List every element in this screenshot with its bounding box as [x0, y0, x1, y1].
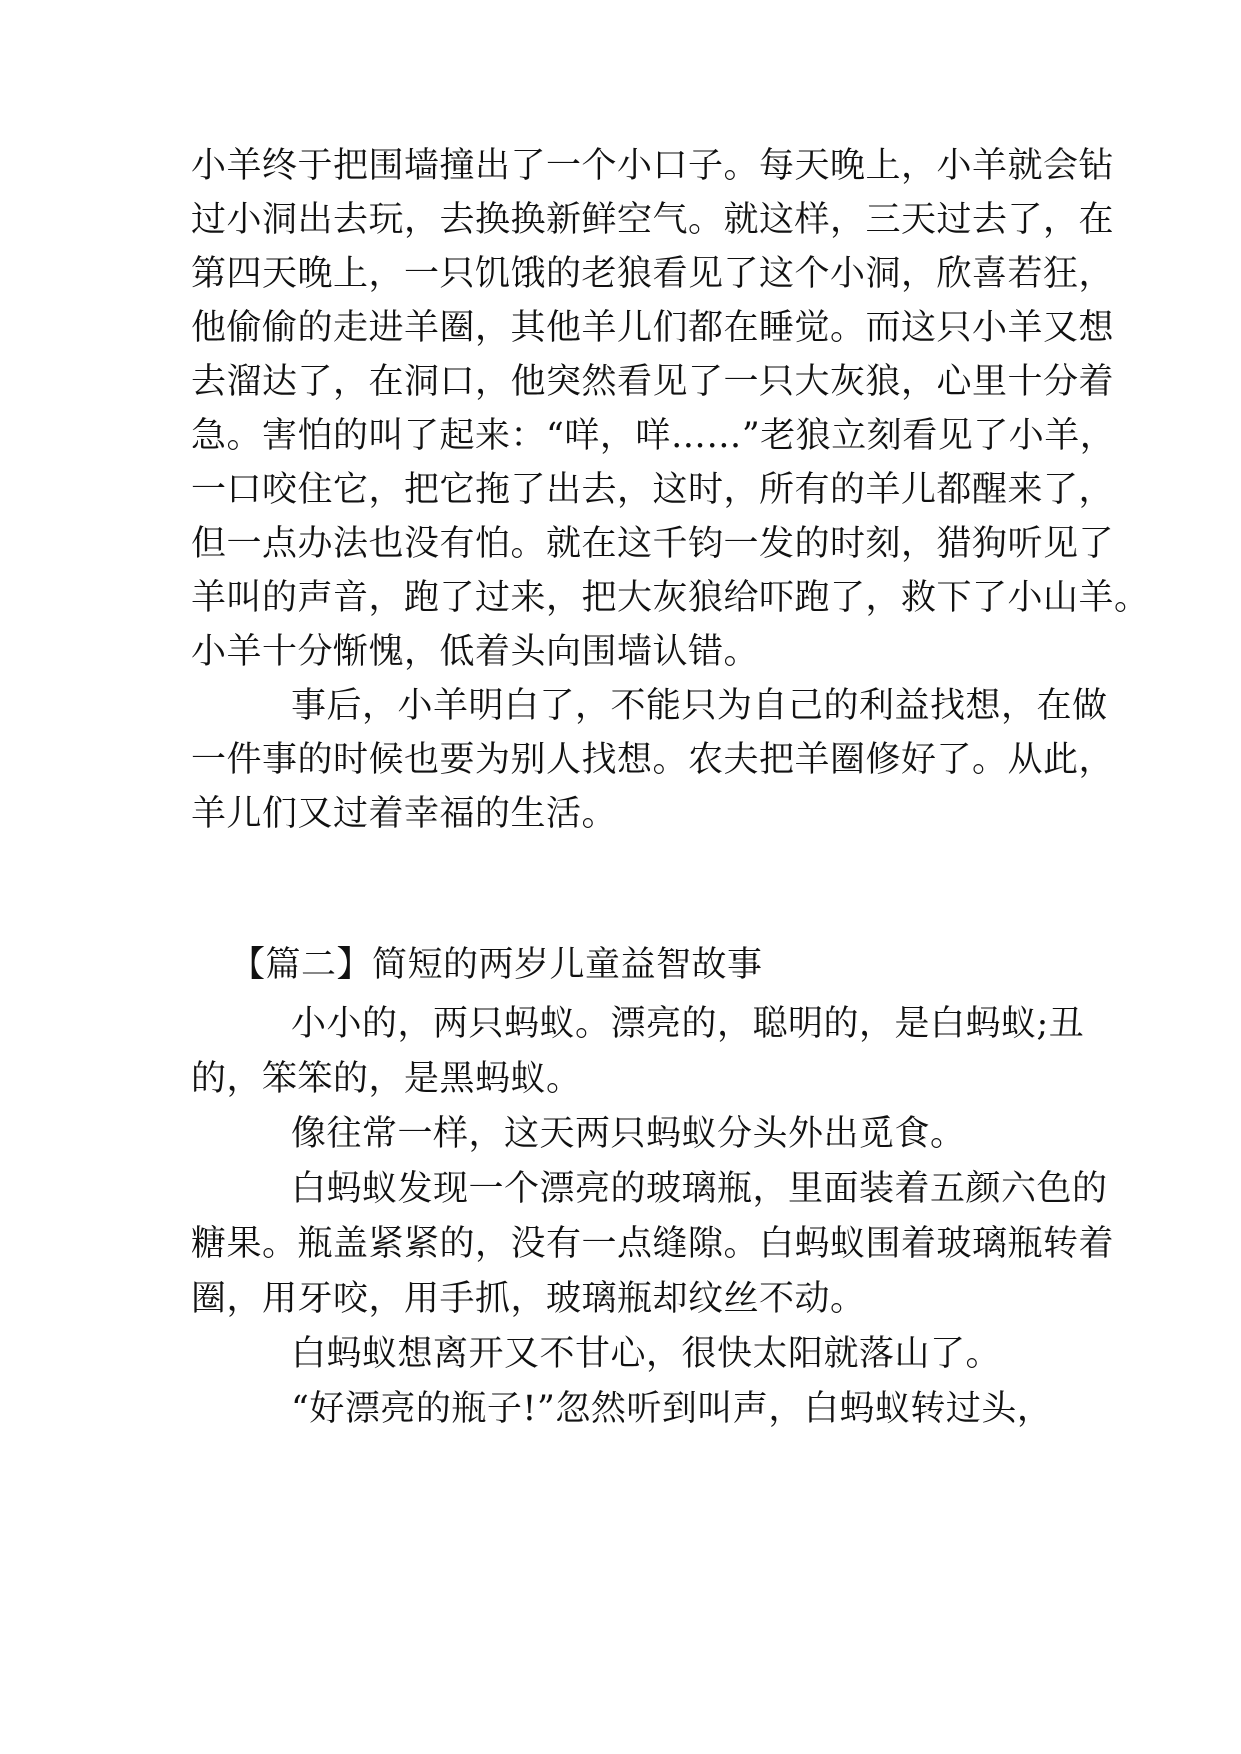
paragraph-line: 但一点办法也没有怕。就在这千钧一发的时刻，猎狗听见了	[191, 524, 1115, 564]
paragraph-line: 羊儿们又过着幸福的生活。	[191, 794, 618, 834]
paragraph-line: 小羊十分惭愧，低着头向围墙认错。	[191, 632, 760, 672]
paragraph-line: 他偷偷的走进羊圈，其他羊儿们都在睡觉。而这只小羊又想	[191, 308, 1115, 348]
paragraph-line: 急。害怕的叫了起来：“咩，咩……”老狼立刻看见了小羊，	[191, 416, 1116, 456]
paragraph-line: 事后，小羊明白了，不能只为自己的利益找想，在做	[291, 686, 1108, 726]
paragraph-line: 羊叫的声音，跑了过来，把大灰狼给吓跑了，救下了小山羊。	[191, 578, 1150, 618]
paragraph-line: 白蚂蚁想离开又不甘心，很快太阳就落山了。	[291, 1334, 1002, 1374]
paragraph-line: 的，笨笨的，是黑蚂蚁。	[191, 1059, 582, 1099]
paragraph-line: 一口咬住它，把它拖了出去，这时，所有的羊儿都醒来了，	[191, 470, 1115, 510]
section-heading: 【篇二】简短的两岁儿童益智故事	[230, 945, 763, 985]
paragraph-line: 第四天晚上，一只饥饿的老狼看见了这个小洞，欣喜若狂，	[191, 254, 1115, 294]
paragraph-line: “好漂亮的瓶子!”忽然听到叫声，白蚂蚁转过头，	[291, 1389, 1053, 1429]
paragraph-line: 一件事的时候也要为别人找想。农夫把羊圈修好了。从此，	[191, 740, 1115, 780]
paragraph-line: 去溜达了，在洞口，他突然看见了一只大灰狼，心里十分着	[191, 362, 1115, 402]
paragraph-line: 过小洞出去玩，去换换新鲜空气。就这样，三天过去了，在	[191, 200, 1115, 240]
paragraph-line: 圈，用牙咬，用手抓，玻璃瓶却纹丝不动。	[191, 1279, 866, 1319]
paragraph-line: 小羊终于把围墙撞出了一个小口子。每天晚上，小羊就会钻	[191, 146, 1115, 186]
paragraph-line: 糖果。瓶盖紧紧的，没有一点缝隙。白蚂蚁围着玻璃瓶转着	[191, 1224, 1115, 1264]
paragraph-line: 像往常一样，这天两只蚂蚁分头外出觅食。	[291, 1114, 966, 1154]
paragraph-line: 白蚂蚁发现一个漂亮的玻璃瓶，里面装着五颜六色的	[291, 1169, 1108, 1209]
paragraph-line: 小小的，两只蚂蚁。漂亮的，聪明的，是白蚂蚁;丑	[291, 1004, 1085, 1044]
